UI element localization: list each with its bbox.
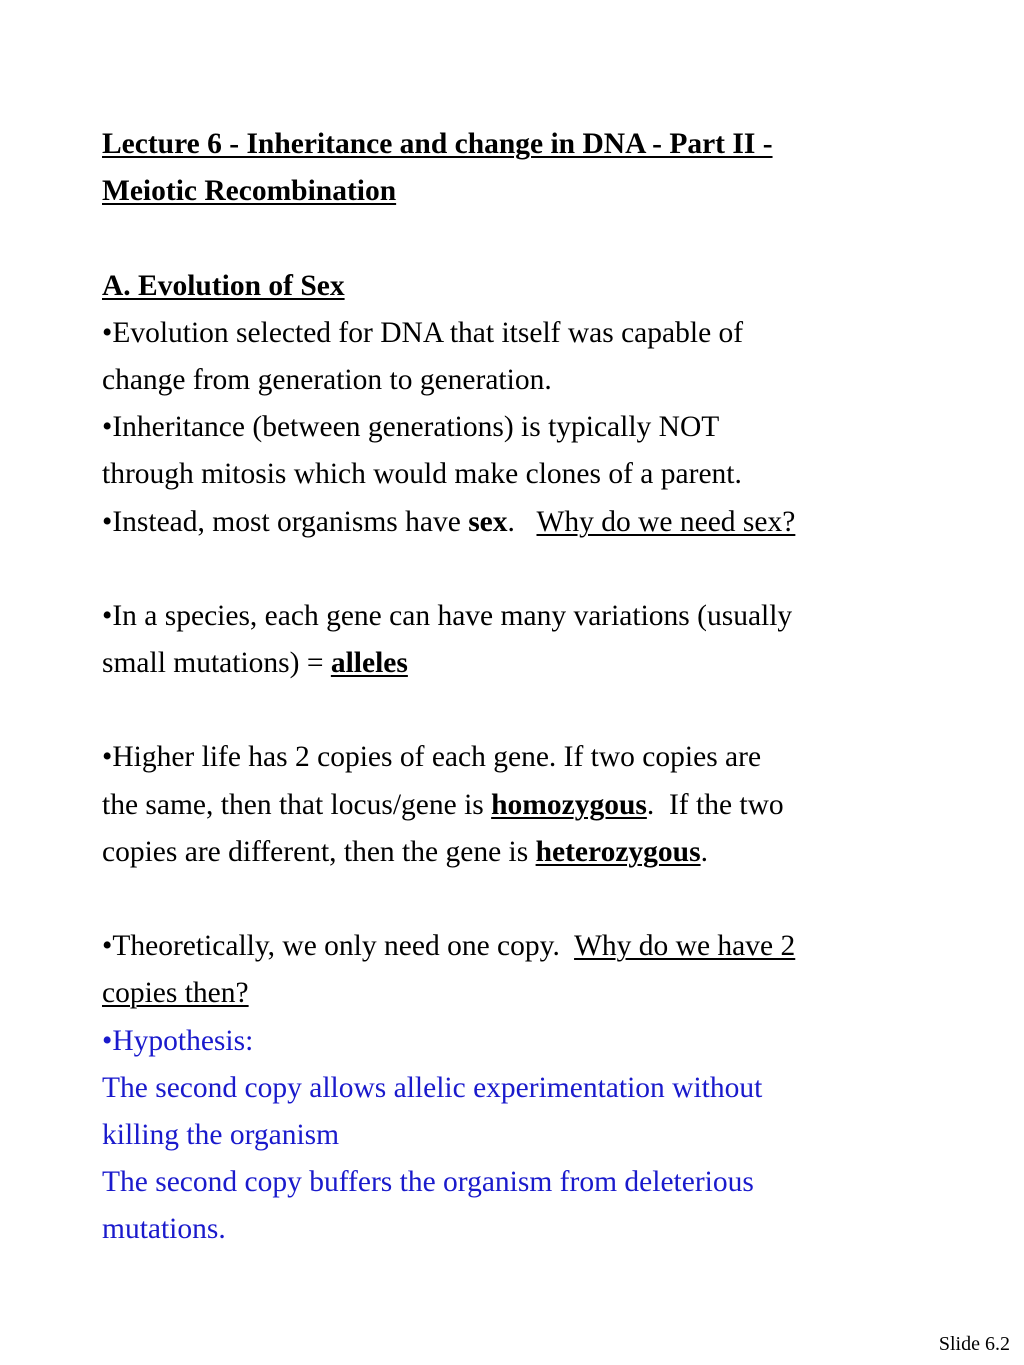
lecture-title-line-1: Lecture 6 - Inheritance and change in DNA - Part II - bbox=[102, 128, 773, 160]
slide-number: Slide 6.2 bbox=[938, 1333, 1010, 1355]
bullet-inheritance-line-2: through mitosis which would make clones of a parent. bbox=[102, 458, 742, 491]
bullet-copies-text-2b: . If the two bbox=[646, 788, 784, 821]
bullet-inheritance-line-1: •Inheritance (between generations) is typically NOT bbox=[102, 411, 720, 444]
term-sex: sex bbox=[468, 505, 508, 538]
question-why-sex: Why do we need sex? bbox=[536, 505, 796, 538]
bullet-sex-text: •Instead, most organisms have bbox=[102, 505, 469, 538]
bullet-copies-text-3b: . bbox=[700, 835, 708, 868]
hypothesis-point-1-line-2: killing the organism bbox=[102, 1118, 340, 1151]
bullet-alleles-line-1: •In a species, each gene can have many variations (usually bbox=[102, 599, 793, 632]
bullet-sex bbox=[102, 499, 922, 546]
bullet-copies-line-2 bbox=[102, 782, 922, 829]
bullet-copies-line-3 bbox=[102, 829, 922, 876]
bullet-evolution-line-1: •Evolution selected for DNA that itself was capable of bbox=[102, 316, 744, 349]
lecture-title-line-2: Meiotic Recombination bbox=[102, 175, 397, 208]
hypothesis-point-1-line-1: The second copy allows allelic experimentation without bbox=[102, 1071, 763, 1104]
hypothesis-point-2-line-2: mutations. bbox=[102, 1213, 226, 1246]
spacer bbox=[102, 687, 922, 734]
hypothesis-label: •Hypothesis: bbox=[102, 1024, 254, 1057]
term-alleles: alleles bbox=[330, 647, 408, 680]
bullet-theoretically-line-2 bbox=[102, 970, 922, 1017]
bullet-theoretically-text: •Theoretically, we only need one copy. bbox=[102, 930, 575, 963]
bullet-copies-line-1: •Higher life has 2 copies of each gene. If two copies are bbox=[102, 741, 762, 774]
term-heterozygous: heterozygous bbox=[535, 835, 701, 868]
section-heading: A. Evolution of Sex bbox=[102, 269, 345, 302]
bullet-copies-text-2: the same, then that locus/gene is bbox=[102, 788, 492, 821]
question-why-two-copies-part-1: Why do we have 2 bbox=[574, 930, 796, 963]
term-homozygous: homozygous bbox=[491, 788, 647, 821]
bullet-theoretically-line-1 bbox=[102, 923, 922, 970]
bullet-evolution-line-2: change from generation to generation. bbox=[102, 363, 552, 396]
bullet-alleles-text: small mutations) = bbox=[102, 647, 331, 680]
spacer bbox=[102, 546, 922, 593]
bullet-sex-punct: . bbox=[507, 505, 537, 538]
slide-content bbox=[102, 121, 922, 1254]
bullet-alleles-line-2 bbox=[102, 640, 922, 687]
hypothesis-point-2-line-1: The second copy buffers the organism from deleterious bbox=[102, 1166, 754, 1199]
question-why-two-copies-part-2: copies then? bbox=[102, 977, 249, 1010]
spacer bbox=[102, 876, 922, 923]
spacer bbox=[102, 215, 922, 262]
bullet-copies-text-3: copies are different, then the gene is bbox=[102, 835, 536, 868]
